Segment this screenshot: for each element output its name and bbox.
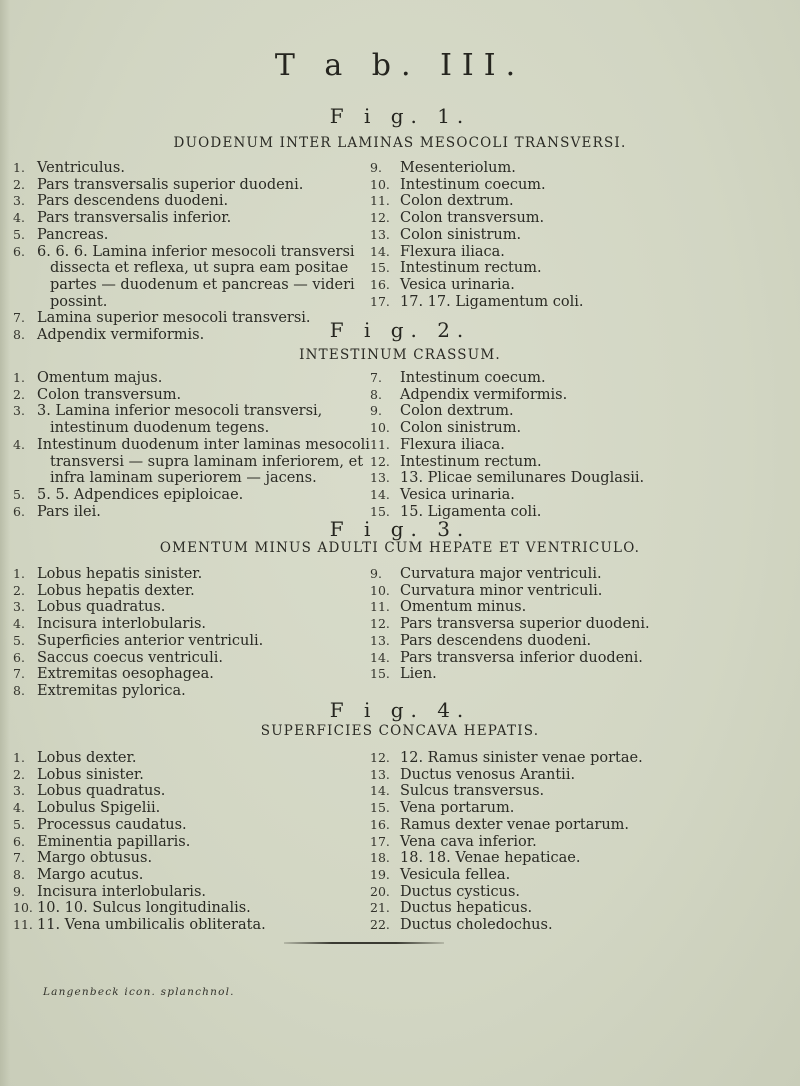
legend-number: 16. [370,816,390,832]
fig-3-left-item-1 [13,583,383,600]
fig-4-left-item-2 [13,783,383,800]
legend-text: Pars transversalis superior duodeni. [37,176,304,193]
legend-number: 9. [370,403,382,419]
legend-number: 16. [370,276,390,292]
legend-number: 3. [13,193,25,209]
legend-number: 7. [13,850,25,866]
legend-text: Lien. [400,666,437,683]
fig-4-left-item-8 [13,884,383,901]
legend-number: 10. [13,900,33,916]
fig-2-right-item-4 [370,437,790,454]
fig-4-right-item-9 [370,900,790,917]
legend-number: 7. [370,370,382,385]
legend-number: 2. [13,176,25,192]
legend-number: 11. [370,193,390,209]
legend-number: 2. [13,766,25,782]
legend-number: 10. [370,420,390,436]
legend-number: 5. [13,632,25,648]
fig-1-right-item-5 [370,244,790,261]
legend-number: 4. [13,210,25,226]
legend-number: 7. [13,666,25,682]
fig-4-right-item-6 [370,850,790,867]
legend-number: 17. [370,833,390,849]
fig-4-left-item-9 [13,900,383,917]
legend-text: 18. 18. Venae hepaticae. [400,850,581,867]
legend-number: 6. [13,649,25,665]
fig-2-left-item-2 [13,403,383,436]
legend-number: 7. [13,310,25,326]
fig-2-left-column [13,370,383,520]
legend-text: Pars descendens duodeni. [37,193,229,210]
fig-4-right-item-2 [370,783,790,800]
fig-1-right-item-7 [370,277,790,294]
publication-credit: Langenbeck icon. splanchnol. [43,986,235,998]
legend-number: 14. [370,649,390,665]
legend-number: 8. [13,682,25,698]
legend-text: Sulcus transversus. [400,783,545,800]
legend-number: 22. [370,917,390,933]
legend-number: 14. [370,486,390,502]
legend-text: Vesicula fellea. [400,866,511,883]
fig-2-right-item-6 [370,470,790,487]
fig-1-right-item-1 [370,177,790,194]
fig-4-left-column [13,750,383,934]
legend-number: 2. [13,582,25,598]
fig-4-right-item-4 [370,817,790,834]
legend-number: 6. [13,243,25,259]
legend-number: 8. [13,327,25,343]
legend-number: 11. [370,599,390,615]
fig-2-left-item-3 [13,437,383,487]
legend-text: Incisura interlobularis. [37,616,206,633]
legend-text: 6. 6. 6. Lamina inferior mesocoli transversi dissecta et reflexa, ut supra eam positae partes — duodenum et pancreas — videri possint. [37,243,355,310]
fig-1-left-item-5 [13,244,383,311]
fig-3-subtitle: OMENTUM MINUS ADULTI CUM HEPATE ET VENTRICULO. [159,540,641,556]
plate-title: T a b. III. [274,48,526,83]
fig-4-left-item-6 [13,850,383,867]
legend-text: Superficies anterior ventriculi. [37,632,264,649]
legend-text: Lobus sinister. [37,766,144,783]
legend-text: 11. Vena umbilicalis obliterata. [37,917,266,934]
legend-text: Margo obtusus. [37,850,153,867]
fig-1-right-item-2 [370,193,790,210]
legend-text: Ductus choledochus. [400,917,553,934]
fig-3-right-item-4 [370,633,790,650]
legend-number: 5. [13,226,25,242]
fig-4-left-item-4 [13,817,383,834]
fig-2-right-item-5 [370,454,790,471]
fig-3-right-item-2 [370,599,790,616]
legend-number: 21. [370,900,390,916]
legend-number: 20. [370,883,390,899]
legend-number: 6. [13,833,25,849]
fig-4-left-item-3 [13,800,383,817]
legend-text: 5. 5. Adpendices epiploicae. [37,486,244,503]
legend-text: Lamina superior mesocoli transversi. [37,310,311,327]
fig-3-right-column [370,566,790,683]
fig-1-right-item-0 [370,160,790,177]
fig-2-right-item-3 [370,420,790,437]
legend-number: 12. [370,210,390,226]
fig-2-right-item-2 [370,403,790,420]
legend-number: 1. [13,566,25,581]
legend-number: 13. [370,226,390,242]
fig-1-left-item-2 [13,193,383,210]
legend-number: 17. [370,293,390,309]
legend-number: 10. [370,582,390,598]
legend-number: 5. [13,816,25,832]
legend-text: Vena portarum. [400,800,515,817]
legend-text: Pars ilei. [37,503,101,520]
legend-text: Intestinum coecum. [400,176,546,193]
fig-4-right-item-7 [370,867,790,884]
fig-3-left-item-4 [13,633,383,650]
fig-1-left-item-0 [13,160,383,177]
legend-text: 17. 17. Ligamentum coli. [400,293,584,310]
legend-number: 15. [370,800,390,816]
legend-number: 4. [13,800,25,816]
legend-text: 15. Ligamenta coli. [400,503,542,520]
legend-text: Lobus dexter. [37,750,137,766]
fig-3-left-item-2 [13,599,383,616]
legend-text: Pars transversa superior duodeni. [400,616,650,633]
fig-4-left-item-1 [13,767,383,784]
legend-text: Lobulus Spigelii. [37,800,161,817]
fig-4-right-item-5 [370,834,790,851]
fig-1-right-item-3 [370,210,790,227]
legend-text: Lobus quadratus. [37,599,166,616]
fig-1-right-column [370,160,790,310]
legend-text: Saccus coecus ventriculi. [37,649,224,666]
legend-number: 15. [370,260,390,276]
legend-number: 14. [370,243,390,259]
legend-text: Colon sinistrum. [400,226,522,243]
fig-3-left-item-3 [13,616,383,633]
fig-4-label: F i g. 4. [329,698,471,722]
fig-2-subtitle: INTESTINUM CRASSUM. [299,347,501,363]
legend-text: Mesenteriolum. [400,160,516,176]
fig-4-left-item-7 [13,867,383,884]
fig-1-left-item-1 [13,177,383,194]
divider-rule [284,942,444,944]
legend-number: 12. [370,750,390,765]
fig-3-label: F i g. 3. [329,517,471,541]
legend-number: 8. [13,866,25,882]
legend-number: 12. [370,453,390,469]
legend-text: Colon sinistrum. [400,420,522,437]
fig-4-right-column [370,750,790,934]
fig-4-right-item-3 [370,800,790,817]
fig-2-right-item-7 [370,487,790,504]
legend-text: Omentum majus. [37,370,163,386]
legend-text: Pars descendens duodeni. [400,632,592,649]
legend-text: Incisura interlobularis. [37,883,206,900]
fig-3-left-column [13,566,383,700]
fig-4-left-item-5 [13,834,383,851]
legend-number: 3. [13,599,25,615]
fig-2-left-item-1 [13,387,383,404]
legend-text: Lobus hepatis sinister. [37,566,203,582]
legend-number: 13. [370,632,390,648]
legend-text: Adpendix vermiformis. [37,327,205,344]
fig-1-right-item-8 [370,294,790,311]
legend-text: Colon dextrum. [400,403,514,420]
legend-number: 10. [370,176,390,192]
legend-text: Ramus dexter venae portarum. [400,816,630,833]
legend-number: 15. [370,503,390,519]
fig-4-right-item-1 [370,767,790,784]
legend-text: Intestinum duodenum inter laminas mesocoli transversi — supra laminam inferiorem, et infra laminam superiorem — jacens. [37,436,370,487]
legend-text: Flexura iliaca. [400,243,505,260]
legend-text: Vena cava inferior. [400,833,537,850]
fig-4-left-item-10 [13,917,383,934]
legend-text: Intestinum rectum. [400,260,542,277]
legend-number: 3. [13,403,25,419]
legend-number: 2. [13,386,25,402]
fig-3-right-item-6 [370,666,790,683]
legend-number: 19. [370,866,390,882]
fig-2-label: F i g. 2. [329,318,471,342]
fig-4-right-item-0 [370,750,790,767]
legend-number: 11. [13,917,33,933]
fig-2-right-item-0 [370,370,790,387]
legend-text: Pancreas. [37,226,109,243]
legend-text: Extremitas pylorica. [37,682,186,699]
legend-number: 9. [370,160,382,175]
legend-number: 15. [370,666,390,682]
fig-3-right-item-3 [370,616,790,633]
legend-number: 4. [13,436,25,452]
fig-1-left-item-4 [13,227,383,244]
legend-number: 4. [13,616,25,632]
fig-3-right-item-0 [370,566,790,583]
legend-number: 18. [370,850,390,866]
legend-number: 8. [370,386,382,402]
legend-number: 6. [13,503,25,519]
legend-text: Pars transversa inferior duodeni. [400,649,643,666]
legend-number: 9. [13,883,25,899]
legend-text: Margo acutus. [37,866,144,883]
legend-text: 3. Lamina inferior mesocoli transversi, intestinum duodenum tegens. [37,403,323,437]
legend-number: 1. [13,160,25,175]
legend-number: 1. [13,750,25,765]
fig-4-left-item-0 [13,750,383,767]
fig-2-right-column [370,370,790,520]
legend-text: Pars transversalis inferior. [37,210,232,227]
legend-text: Ductus hepaticus. [400,900,533,917]
legend-number: 13. [370,766,390,782]
legend-text: Ductus venosus Arantii. [400,766,576,783]
fig-1-right-item-4 [370,227,790,244]
fig-3-left-item-6 [13,666,383,683]
legend-text: Intestinum coecum. [400,370,546,386]
fig-3-left-item-5 [13,650,383,667]
legend-text: Vesica urinaria. [400,276,515,293]
legend-text: Extremitas oesophagea. [37,666,214,683]
legend-text: Ventriculus. [37,160,125,176]
fig-3-right-item-5 [370,650,790,667]
legend-number: 5. [13,486,25,502]
legend-text: 10. 10. Sulcus longitudinalis. [37,900,251,917]
fig-4-right-item-10 [370,917,790,934]
legend-text: Flexura iliaca. [400,436,505,453]
legend-text: Lobus hepatis dexter. [37,582,195,599]
legend-number: 12. [370,616,390,632]
fig-1-label: F i g. 1. [329,104,471,128]
legend-text: Vesica urinaria. [400,486,515,503]
legend-text: Omentum minus. [400,599,527,616]
legend-number: 3. [13,783,25,799]
fig-1-left-column [13,160,383,344]
legend-text: Adpendix vermiformis. [400,386,568,403]
legend-number: 9. [370,566,382,581]
fig-4-subtitle: SUPERFICIES CONCAVA HEPATIS. [260,723,540,739]
fig-2-left-item-0 [13,370,383,387]
legend-number: 11. [370,436,390,452]
legend-text: Curvatura major ventriculi. [400,566,602,582]
fig-1-right-item-6 [370,260,790,277]
legend-text: Intestinum rectum. [400,453,542,470]
legend-text: Ductus cysticus. [400,883,521,900]
legend-text: 13. Plicae semilunares Douglasii. [400,470,645,487]
legend-text: Colon dextrum. [400,193,514,210]
legend-text: 12. Ramus sinister venae portae. [400,750,643,766]
legend-text: Curvatura minor ventriculi. [400,582,603,599]
fig-4-right-item-8 [370,884,790,901]
fig-3-left-item-0 [13,566,383,583]
fig-1-subtitle: DUODENUM INTER LAMINAS MESOCOLI TRANSVERSI. [173,135,627,151]
legend-text: Colon transversum. [37,386,182,403]
legend-text: Lobus quadratus. [37,783,166,800]
legend-number: 13. [370,470,390,486]
fig-1-left-item-3 [13,210,383,227]
legend-text: Processus caudatus. [37,816,187,833]
legend-number: 14. [370,783,390,799]
legend-number: 1. [13,370,25,385]
fig-2-left-item-4 [13,487,383,504]
fig-3-right-item-1 [370,583,790,600]
legend-text: Colon transversum. [400,210,545,227]
fig-2-right-item-1 [370,387,790,404]
legend-text: Eminentia papillaris. [37,833,191,850]
